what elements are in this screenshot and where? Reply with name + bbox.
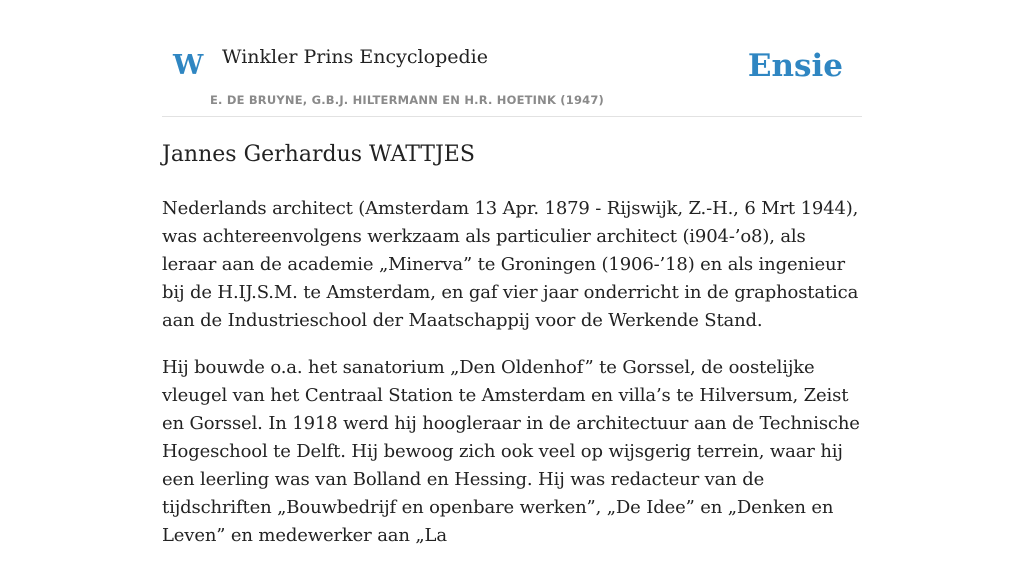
- source-title[interactable]: Winkler Prins Encyclopedie: [222, 46, 488, 68]
- site-header: [162, 0, 862, 117]
- source-authors: E. DE BRUYNE, G.B.J. HILTERMANN EN H.R. HOETINK (1947): [210, 93, 605, 107]
- article-paragraph: Nederlands architect (Amsterdam 13 Apr. 1879 - Rijswijk, Z.-H., 6 Mrt 1944), was achtereenvolgens werkzaam als particulier architect (i904-’o8), als leraar aan de academie „Minerva” te Groningen (1906-’18) en als ingenieur bij de H.IJ.S.M. te Amsterdam, en gaf vier jaar onderricht in de graphostatica aan de Industrieschool der Maatschappij voor de Werkende Stand.: [162, 198, 859, 331]
- article: [162, 139, 862, 569]
- article-title: Jannes Gerhardus WATTJES: [162, 142, 475, 167]
- article-paragraph: Hij bouwde o.a. het sanatorium „Den Oldenhof” te Gorssel, de oostelijke vleugel van het Centraal Station te Amsterdam en villa’s te Hilversum, Zeist en Gorssel. In 1918 werd hij hoogleraar in de architectuur aan de Technische Hogeschool te Delft. Hij bewoog zich ook veel op wijsgerig terrein, waar hij een leerling was van Bolland en Hessing. Hij was redacteur van de tijdschriften „Bouwbedrijf en openbare werken”, „De Idee” en „Denken en Leven” en medewerker aan „La: [162, 357, 860, 546]
- winkler-prins-logo-icon[interactable]: W: [173, 50, 204, 81]
- ensie-logo[interactable]: Ensie: [747, 48, 843, 84]
